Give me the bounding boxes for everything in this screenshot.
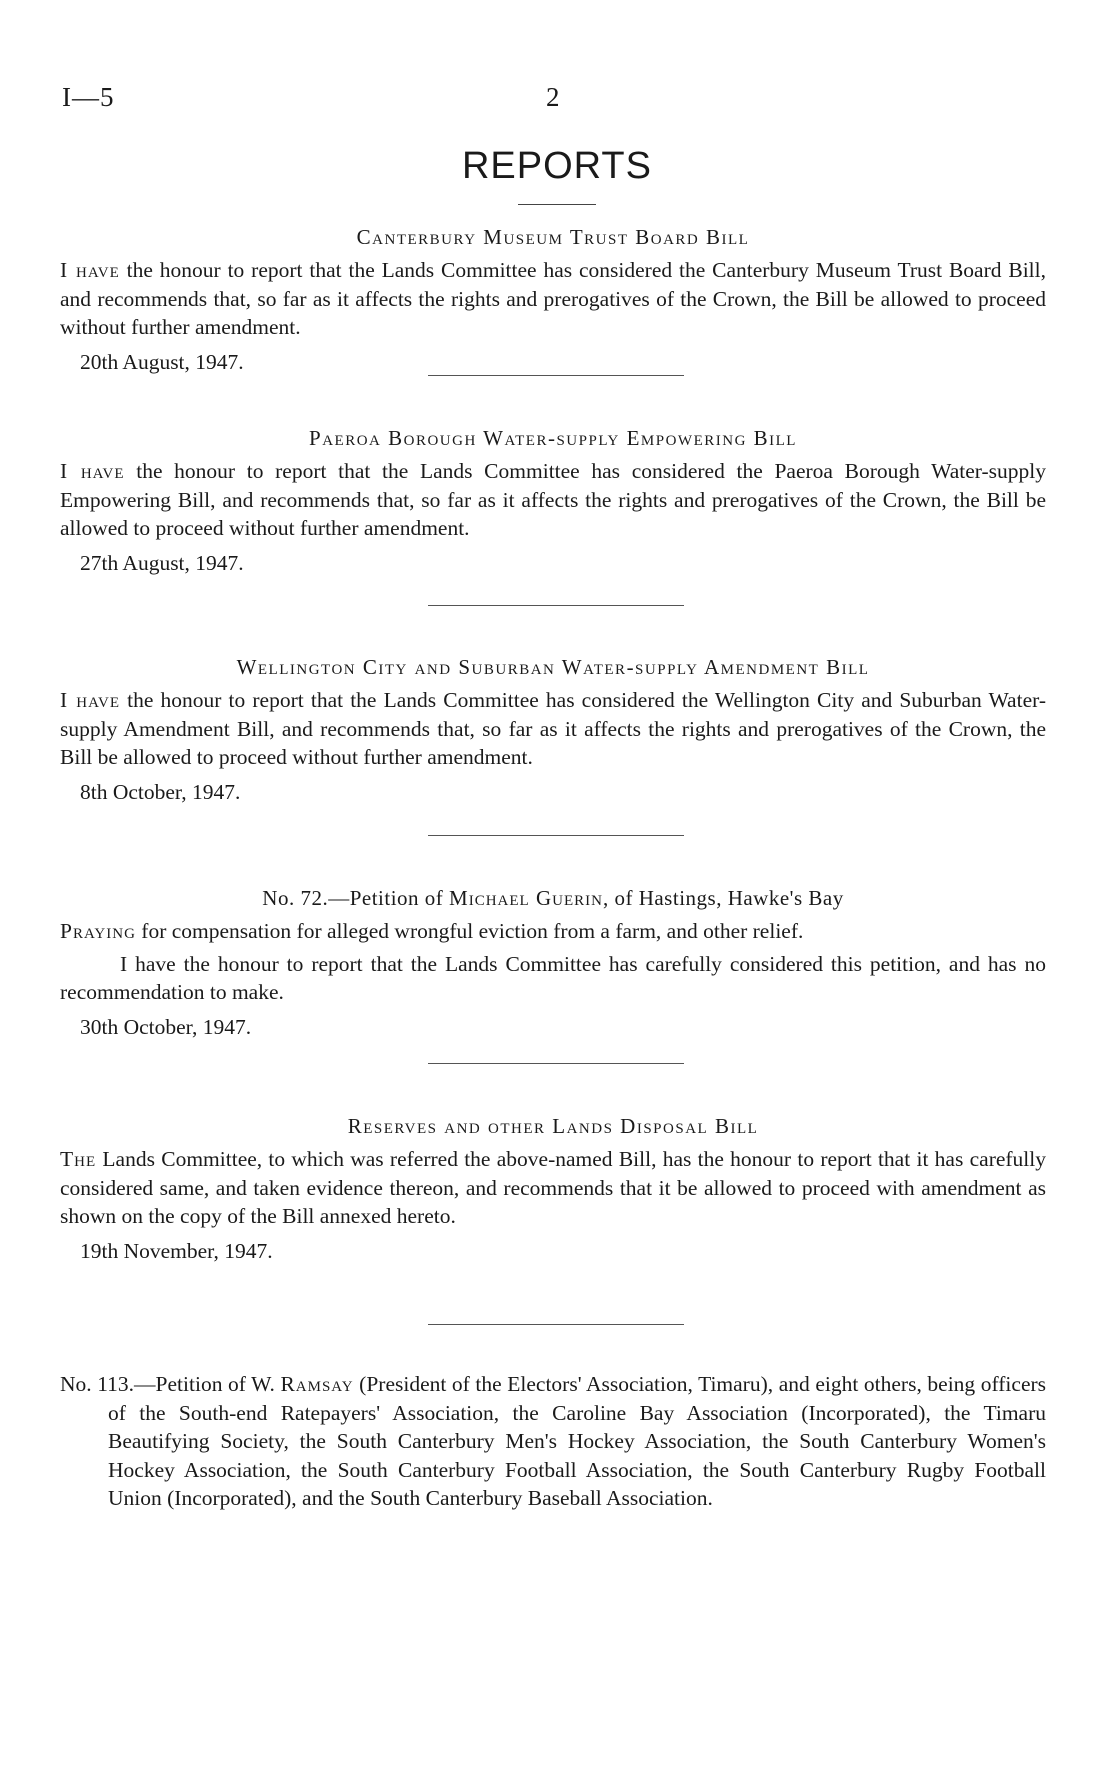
section-heading: Wellington City and Suburban Water-supply Amendment Bill (236, 655, 870, 679)
section-divider (428, 1063, 684, 1064)
section-heading: Reserves and other Lands Disposal Bill (347, 1114, 759, 1138)
petitioner-name: Ramsay (280, 1372, 354, 1396)
section-divider (428, 375, 684, 376)
report-wellington-city (60, 652, 1046, 806)
petition-number: No. 72.—Petition of (262, 886, 444, 910)
report-canterbury-museum (60, 222, 1046, 376)
section-divider (428, 1324, 684, 1325)
lead-words: I have (60, 459, 125, 483)
petition-prayer (60, 917, 1046, 946)
lead-words: I have (60, 258, 120, 282)
title-rule (518, 204, 596, 205)
lead-words: I have (60, 688, 121, 712)
body-text: the honour to report that the Lands Committee has considered the Wellington City and Suburban Water-supply Amendment Bill, and recommends that, so far as it affects the rights and prerogatives of the Crown, the Bill be allowed to proceed without further amendment. (60, 688, 1047, 769)
section-body (60, 256, 1046, 342)
petition-number: No. 113.—Petition of W. (60, 1372, 275, 1396)
report-date: 8th October, 1947. (80, 779, 241, 804)
lead-words: The (60, 1147, 97, 1171)
body-text: (President of the Electors' Association, Timaru), and eight others, being officers of the South-end Ratepayers' Association, the Caroline Bay Association (Incorporated), the Timaru Beautifying Society, the South Canterbury Men's Hockey Association, the South Canterbury Women's Hockey Association, the South Canterbury Football Association, the South Canterbury Rugby Football Union (Incorporated), and the South Canterbury Baseball Association. (108, 1372, 1047, 1510)
body-text: the honour to report that the Lands Committee has considered the Canterbury Museum Trust Board Bill, and recommends that, so far as it affects the rights and prerogatives of the Crown, the Bill be allowed to proceed without further amendment. (60, 258, 1047, 339)
report-date: 30th October, 1947. (80, 1014, 252, 1039)
body-text: the honour to report that the Lands Committee has considered the Paeroa Borough Water-supply Empowering Bill, and recommends that, so far as it affects the rights and prerogatives of the Crown, the Bill be allowed to proceed without further amendment. (60, 459, 1046, 540)
petitioner-place: , of Hastings, Hawke's Bay (602, 886, 844, 910)
section-body (60, 457, 1046, 543)
report-date: 27th August, 1947. (80, 550, 244, 575)
section-body (60, 1145, 1046, 1231)
document-reference: I—5 (62, 82, 115, 112)
body-text: for compensation for alleged wrongful eviction from a farm, and other relief. (141, 919, 804, 943)
lead-words: Praying (60, 919, 136, 943)
section-heading: Canterbury Museum Trust Board Bill (356, 225, 750, 249)
petition-no-113 (60, 1370, 1046, 1513)
section-divider (428, 835, 684, 836)
petitioner-name: Michael Guerin (449, 886, 603, 910)
petition-no-72 (60, 883, 1046, 1041)
petition-heading (60, 1370, 1046, 1513)
report-reserves-lands (60, 1111, 1046, 1265)
report-paeroa-borough (60, 423, 1046, 577)
section-divider (428, 605, 684, 606)
section-body (60, 686, 1046, 772)
report-date: 20th August, 1947. (80, 349, 244, 374)
section-heading: Paeroa Borough Water-supply Empowering Bill (309, 426, 797, 450)
body-text: Lands Committee, to which was referred the above-named Bill, has the honour to report that it has carefully considered same, and taken evidence thereon, and recommends that it be allowed to proceed with amendment as shown on the copy of the Bill annexed hereto. (60, 1147, 1047, 1228)
report-date: 19th November, 1947. (80, 1238, 273, 1263)
section-body: I have the honour to report that the Lands Committee has carefully considered this petition, and has no recommendation to make. (60, 951, 1046, 1004)
page-title: REPORTS (461, 145, 652, 187)
page-number: 2 (546, 82, 560, 112)
section-heading (60, 883, 1046, 913)
